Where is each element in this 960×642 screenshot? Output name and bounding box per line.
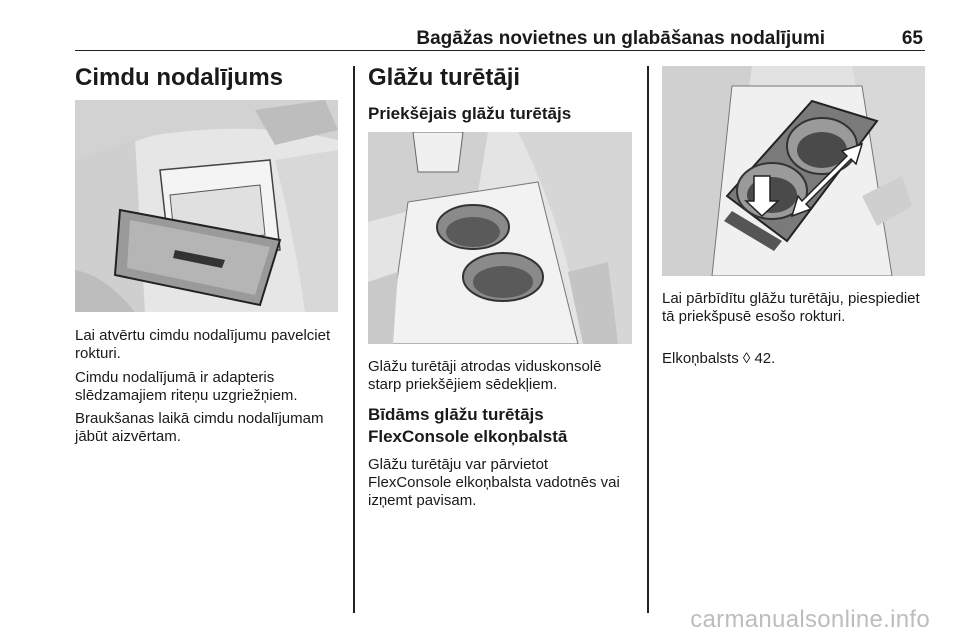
page-number: 65 bbox=[901, 28, 923, 49]
page-header bbox=[75, 22, 925, 51]
glovebox-illustration bbox=[75, 100, 338, 312]
sliding-cupholder-illustration bbox=[662, 66, 925, 276]
header-title: Bagāžas novietnes un glabāšanas nodalījumi bbox=[416, 28, 825, 49]
glovebox-paragraph-3: Braukšanas laikā cimdu nodalījumam jābūt aizvērtam. bbox=[75, 410, 324, 445]
column-divider bbox=[353, 66, 355, 613]
sliding-cupholder-paragraph: Glāžu turētāju var pārvietot FlexConsole elkoņbalsta vadotnēs vai izņemt pavisam. bbox=[368, 456, 620, 509]
section-heading-glovebox: Cimdu nodalījums bbox=[75, 64, 284, 91]
armrest-page-ref[interactable]: 42. bbox=[750, 350, 776, 367]
armrest-reference bbox=[662, 350, 925, 368]
cupholder-location-paragraph: Glāžu turētāji atrodas viduskonsolē starp priekšējiem sēdekļiem. bbox=[368, 358, 602, 393]
front-cupholder-illustration bbox=[368, 132, 632, 344]
glovebox-paragraph-2: Cimdu nodalījumā ir adapteris slēdzamajiem riteņu uzgriežņiem. bbox=[75, 369, 298, 404]
watermark: carmanualsonline.info bbox=[690, 606, 930, 633]
cross-reference-icon[interactable]: ◊ bbox=[742, 350, 751, 367]
subheading-front-cupholder: Priekšējais glāžu turētājs bbox=[368, 104, 572, 123]
section-heading-cupholders: Glāžu turētāji bbox=[368, 64, 521, 91]
glovebox-paragraph-1: Lai atvērtu cimdu nodalījumu pavelciet rokturi. bbox=[75, 327, 331, 362]
subheading-sliding-cupholder: Bīdāms glāžu turētājs FlexConsole elkoņbalstā bbox=[368, 405, 568, 446]
armrest-reference-text: Elkoņbalsts bbox=[662, 350, 743, 367]
slide-instruction-paragraph: Lai pārbīdītu glāžu turētāju, piespiediet tā priekšpusē esošo rokturi. bbox=[662, 290, 920, 325]
column-divider bbox=[647, 66, 649, 613]
